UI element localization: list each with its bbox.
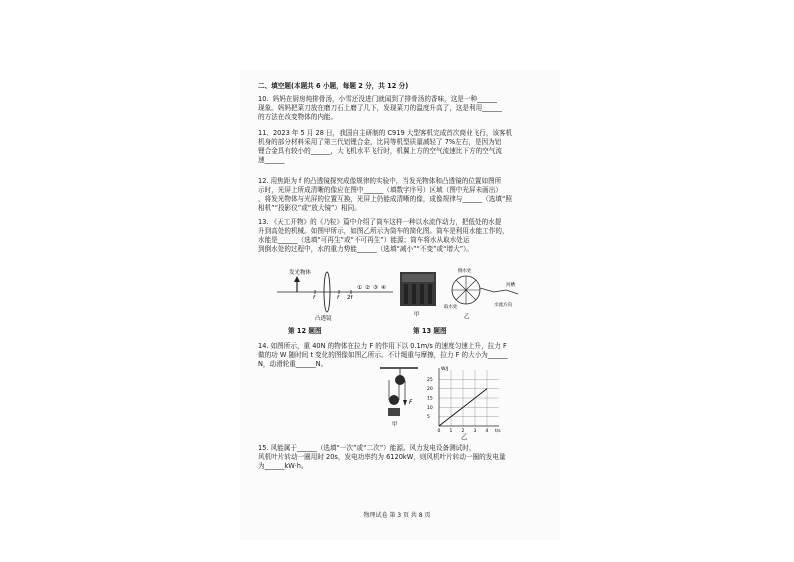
q14-line1: 14. 如图所示，重 40N 的物体在拉力 F 的作用下以 0.1m/s 的速度匀速上升，拉力 F: [258, 342, 507, 350]
f-label-right: f: [337, 295, 339, 301]
q12-line1: 12. 用焦距为 f 的凸透镜探究成像规律的实验中，当发光物体和凸透镜的位置如图所: [258, 177, 502, 185]
fig14-wt-chart: [425, 364, 505, 436]
x-tick-label: 2: [461, 429, 465, 434]
take-label: 取水处: [444, 305, 458, 310]
fig14-yi: 乙: [461, 433, 468, 441]
q14-line3: N，动滑轮重______N。: [258, 360, 328, 368]
q14-line2: 做的功 W 随时间 t 变化的图像如图乙所示。不计绳重与摩擦，拉力 F 的大小为______: [258, 351, 508, 359]
q15-line3: 为______kW·h。: [258, 462, 308, 470]
x-tick-label: 3: [473, 429, 477, 434]
object-arrowhead: [294, 276, 300, 282]
q15-line2: 风机叶片转动一圈用时 20s，发电功率约为 6120kW，则风机叶片转动一圈的发电量: [258, 453, 506, 461]
q12-line4: 相机”“投影仪”或“放大镜”）相同。: [258, 204, 361, 212]
channel-line: [480, 288, 518, 294]
channel-label: 河槽: [506, 283, 515, 288]
y-tick-label: 20: [427, 387, 433, 393]
q15-line1: 15. 风能属于______（选填“一次”或“二次”）能源。风力发电设备测试时，: [258, 444, 476, 452]
zone2-label: ②: [365, 285, 370, 291]
fig12-lens-diagram: [275, 266, 395, 324]
fig13-jia: 甲: [414, 312, 420, 318]
fixed-pulley: [395, 375, 405, 385]
y-tick-label: 10: [427, 405, 433, 411]
q11-line1: 11、2023 年 5 月 28 日，我国自主研制的 C919 大型客机完成首次商业飞行，该客机: [258, 129, 513, 137]
y-tick-label: 15: [427, 396, 433, 402]
zone3-label: ③: [373, 285, 378, 291]
q10-line3: 的方法在改变物体的内能。: [258, 113, 338, 121]
x-tick-label: 4: [485, 429, 489, 434]
force-label: F: [409, 399, 413, 406]
x-unit: t/s: [495, 429, 501, 434]
y-tick-label: 25: [427, 377, 433, 383]
q12-line3: ，将发光物体与光屏的位置互换，光屏上仍能成清晰的像，成像规律与______（选填“照: [258, 195, 512, 203]
pour-label: 倒水处: [458, 269, 472, 274]
q10-line1: 10. 妈妈在厨房炖排骨汤，小雪还没进门就闻到了排骨汤的香味，这是一种______: [258, 95, 497, 103]
q11-line2: 机身的部分材料采用了第三代铝锂合金，比同等机型质量减轻了 7%左右，是因为铝: [258, 138, 502, 146]
force-arrow: [403, 400, 407, 406]
fig13-caption: 第 13 题图: [413, 327, 447, 335]
fig14-pulley: [378, 366, 424, 428]
y-unit: W/J: [441, 367, 449, 372]
object-label: 发光物体: [289, 270, 312, 276]
q10-line2: 现象。妈妈把菜刀放在磨刀石上磨了几下，发现菜刀的温度升高了，这是利用______: [258, 104, 502, 112]
q13-line2: 升到高处的机械。如图甲所示，如图乙所示为筒车的简化图。筒车是利用水能工作的，: [258, 227, 509, 235]
q13-line1: 13. 《天工开物》的《乃粒》篇中介绍了筒车这样一种以水流作动力，把低处的水提: [258, 218, 502, 226]
q12-line2: 示时，光屏上所成清晰的像应在图中______（填数字序号）区域（图中光屏未画出）: [258, 186, 502, 194]
fig13-yi: 乙: [464, 314, 470, 320]
q13-line4: 到倒水处的过程中，水的重力势能______（选填“减小”“不变”或“增大”）。: [258, 245, 474, 253]
lens-label: 凸透镜: [315, 316, 332, 322]
movable-pulley: [389, 395, 399, 405]
2f-label: 2f: [347, 295, 353, 301]
x-tick-label: 1: [449, 429, 453, 434]
x-tick-label: 0: [437, 429, 441, 434]
page-footer: 物理试卷 第 3 页 共 8 页: [363, 512, 431, 519]
fig12-caption: 第 12 题图: [288, 327, 322, 335]
load-block: [388, 408, 400, 416]
q11-line3: 锂合金具有较小的______，大飞机水平飞行时，机翼上方的空气流速比下方的空气流: [258, 147, 502, 155]
zone1-label: ①: [357, 285, 362, 291]
chart-grid: [439, 370, 499, 426]
fig14-jia: 甲: [392, 422, 398, 428]
y-tick-label: 5: [427, 415, 430, 421]
water-flow-label: 水流方向: [494, 303, 512, 308]
q13-line3: 水能是______（选填“可再生”或“不可再生”）能源；筒车将水从取水处运: [258, 236, 470, 244]
f-label-left: f: [313, 295, 315, 301]
wheel-spokes: [452, 276, 480, 304]
fig13-waterwheel: [398, 266, 523, 324]
section-title: 二、填空题(本题共 6 小题，每题 2 分，共 12 分): [258, 82, 409, 90]
q11-line4: 速______: [258, 156, 285, 164]
zone4-label: ④: [381, 285, 386, 291]
